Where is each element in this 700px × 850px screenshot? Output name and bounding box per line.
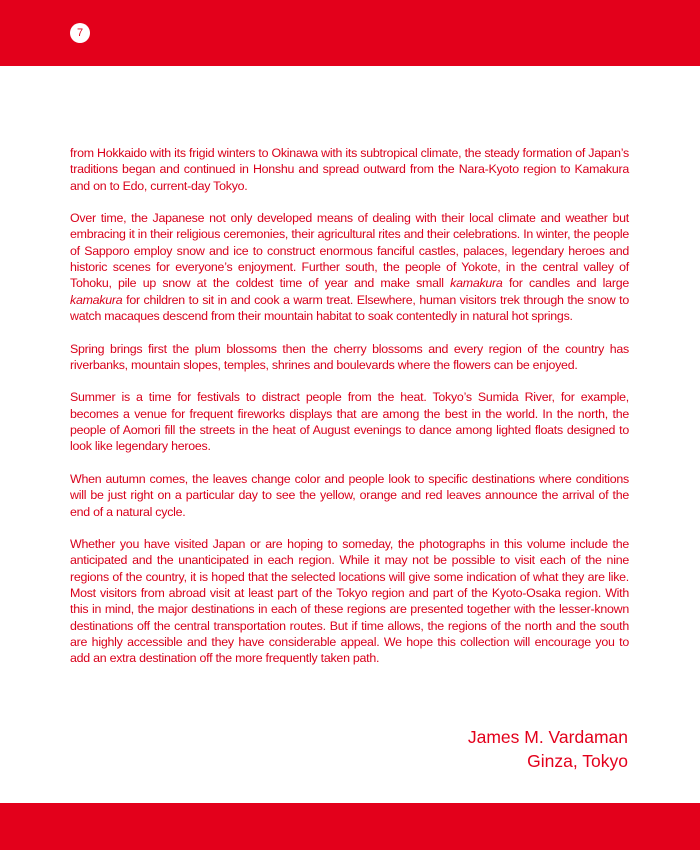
text-run: Spring brings first the plum blossoms then the cherry blossoms and every region of the country has riverbanks, mountain slopes, temples, shrines and boulevards where the flowers can be enjoyed. [70,341,629,372]
text-run: Over time, the Japanese not only developed means of dealing with their local climate and weather but embracing it in their religious ceremonies, their agricultural rites and their celebrations. In winter, the people of Sapporo employ snow and ice to construct enormous fanciful castles, palaces, legendary heroes and historic scenes for everyone’s enjoyment. Further south, the people of Yokote, in the central valley of Tohoku, pile up snow at the coldest time of year and make small [70,211,629,291]
body-paragraph [70,471,629,520]
author-location: Ginza, Tokyo [527,751,628,771]
page-number-badge: 7 [70,23,90,43]
text-run: Whether you have visited Japan or are hoping to someday, the photographs in this volume include the anticipated and the unanticipated in each region. While it may not be possible to visit each of the nine regions of the country, it is hoped that the selected locations will give some indication of what they are like. Most visitors from abroad visit at least part of the Tokyo region and part of the Kyoto-Osaka region. With this in mind, the major destinations in each of these regions are presented together with the lesser-known destinations off the central transportation routes. But if time allows, the regions of the north and the south are highly accessible and they have considerable appeal. We hope this collection will encourage you to add an extra destination off the more frequently taken path. [70,537,629,666]
text-run: Summer is a time for festivals to distract people from the heat. Tokyo’s Sumida River, for example, becomes a venue for frequent fireworks displays that are among the best in the world. In the north, the people of Aomori fill the streets in the heat of August evenings to dance among lighted floats designed to look like legendary heroes. [70,390,629,454]
body-text [70,145,629,683]
text-run: for children to sit in and cook a warm treat. Elsewhere, human visitors trek through the snow to watch macaques descend from their mountain habitat to soak contentedly in natural hot springs. [70,292,629,323]
text-run: from Hokkaido with its frigid winters to Okinawa with its subtropical climate, the steady formation of Japan’s traditions began and continued in Honshu and spread outward from the Nara-Kyoto region to Kamakura and on to Edo, current-day Tokyo. [70,146,629,193]
author-name: James M. Vardaman [467,727,628,747]
body-paragraph [70,389,629,454]
body-paragraph [70,210,629,324]
header-band [0,0,700,66]
italic-term: kamakura [450,276,503,291]
footer-band [0,803,700,850]
signature-block [468,725,628,773]
italic-term: kamakura [70,292,123,307]
text-run: When autumn comes, the leaves change color and people look to specific destinations where conditions will be just right on a particular day to see the yellow, orange and red leaves announce the arrival of the end of a natural cycle. [70,471,629,519]
body-paragraph [70,536,629,666]
text-run: for candles and large [502,276,629,291]
body-paragraph [70,341,629,374]
body-paragraph [70,145,629,194]
